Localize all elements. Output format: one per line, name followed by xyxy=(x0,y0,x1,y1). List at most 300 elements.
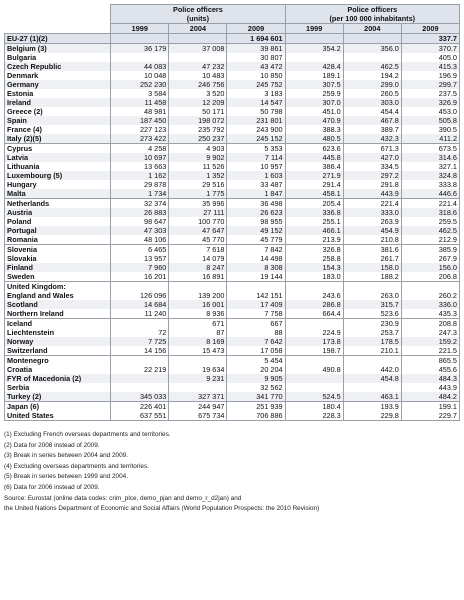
value-cell xyxy=(285,53,343,62)
police-officers-table xyxy=(4,4,460,421)
value-cell: 484.3 xyxy=(401,374,459,383)
value-cell xyxy=(343,53,401,62)
value-cell: 22 219 xyxy=(111,365,169,374)
value-cell: 235 792 xyxy=(169,125,227,134)
value-cell: 267.9 xyxy=(401,254,459,263)
row-label: EU-27 (1)(2) xyxy=(5,34,111,44)
value-cell: 291.4 xyxy=(285,180,343,189)
value-cell: 237.5 xyxy=(401,89,459,98)
value-cell: 261.7 xyxy=(343,254,401,263)
table-row xyxy=(5,226,460,235)
table-row xyxy=(5,291,460,300)
value-cell: 671.3 xyxy=(343,144,401,154)
table-row xyxy=(5,144,460,154)
table-row xyxy=(5,411,460,421)
value-cell: 193.9 xyxy=(343,402,401,412)
value-cell: 16 891 xyxy=(169,272,227,282)
table-row xyxy=(5,98,460,107)
value-cell: 3 183 xyxy=(227,89,285,98)
value-cell: 221.5 xyxy=(401,346,459,356)
row-label: England and Wales xyxy=(5,291,111,300)
value-cell: 307.5 xyxy=(285,80,343,89)
value-cell: 271.9 xyxy=(285,171,343,180)
value-cell: 36 179 xyxy=(111,44,169,54)
row-label: Germany xyxy=(5,80,111,89)
year-header: 2004 xyxy=(169,24,227,34)
row-label: Turkey (2) xyxy=(5,392,111,402)
value-cell: 39 861 xyxy=(227,44,285,54)
value-cell: 245 752 xyxy=(227,80,285,89)
table-row xyxy=(5,180,460,189)
footnote-line: (1) Excluding French overseas departments and territories. xyxy=(4,431,171,438)
row-label: Sweden xyxy=(5,272,111,282)
table-row xyxy=(5,199,460,209)
year-header: 1999 xyxy=(285,24,343,34)
value-cell: 1 734 xyxy=(111,189,169,199)
value-cell: 14 156 xyxy=(111,346,169,356)
value-cell: 11 458 xyxy=(111,98,169,107)
group-header-units: Police officers (units) xyxy=(111,5,285,24)
table-row xyxy=(5,235,460,245)
value-cell: 466.1 xyxy=(285,226,343,235)
value-cell: 273 422 xyxy=(111,134,169,144)
value-cell: 253.7 xyxy=(343,328,401,337)
value-cell: 10 957 xyxy=(227,162,285,171)
value-cell: 48 981 xyxy=(111,107,169,116)
value-cell: 14 498 xyxy=(227,254,285,263)
table-row xyxy=(5,217,460,226)
row-label: Norway xyxy=(5,337,111,346)
value-cell: 14 684 xyxy=(111,300,169,309)
table-row xyxy=(5,254,460,263)
value-cell: 263.0 xyxy=(343,291,401,300)
value-cell: 333.8 xyxy=(401,180,459,189)
row-label: Iceland xyxy=(5,319,111,329)
value-cell xyxy=(169,34,227,44)
value-cell: 7 842 xyxy=(227,245,285,255)
value-cell: 3 520 xyxy=(169,89,227,98)
value-cell: 228.3 xyxy=(285,411,343,421)
value-cell: 244 947 xyxy=(169,402,227,412)
value-cell: 1 847 xyxy=(227,189,285,199)
value-cell: 98 955 xyxy=(227,217,285,226)
value-cell: 451.0 xyxy=(285,107,343,116)
table-row xyxy=(5,328,460,337)
value-cell: 245 152 xyxy=(227,134,285,144)
value-cell: 139 200 xyxy=(169,291,227,300)
value-cell xyxy=(169,356,227,366)
value-cell: 43 472 xyxy=(227,62,285,71)
table-row xyxy=(5,162,460,171)
value-cell: 47 232 xyxy=(169,62,227,71)
value-cell: 36 498 xyxy=(227,199,285,209)
value-cell: 1 694 601 xyxy=(227,34,285,44)
value-cell: 467.8 xyxy=(343,116,401,125)
row-label: Malta xyxy=(5,189,111,199)
value-cell: 299.0 xyxy=(343,80,401,89)
row-label: Bulgaria xyxy=(5,53,111,62)
value-cell: 453.0 xyxy=(401,107,459,116)
table-row xyxy=(5,402,460,412)
value-cell: 11 526 xyxy=(169,162,227,171)
value-cell: 13 663 xyxy=(111,162,169,171)
value-cell: 411.2 xyxy=(401,134,459,144)
value-cell: 208.8 xyxy=(401,319,459,329)
footnote-line: the United Nations Department of Economic and Social Affairs (World Population Prospects: the 2010 Revision) xyxy=(4,505,320,513)
footnote-line: (4) Excluding overseas departments and territories. xyxy=(4,462,149,470)
value-cell: 7 642 xyxy=(227,337,285,346)
footnote-line: Source: Eurostat (online data codes: crim_plce, demo_pjan and demo_r_d2jan) and xyxy=(4,494,242,502)
value-cell: 664.4 xyxy=(285,309,343,319)
value-cell: 327.1 xyxy=(401,162,459,171)
value-cell: 14 547 xyxy=(227,98,285,107)
value-cell: 187 450 xyxy=(111,116,169,125)
value-cell: 7 618 xyxy=(169,245,227,255)
value-cell: 221.4 xyxy=(401,199,459,209)
row-label: Lithuania xyxy=(5,162,111,171)
row-label: Poland xyxy=(5,217,111,226)
value-cell xyxy=(111,53,169,62)
table-row xyxy=(5,134,460,144)
value-cell xyxy=(343,282,401,292)
value-cell: 432.3 xyxy=(343,134,401,144)
row-label: France (4) xyxy=(5,125,111,134)
value-cell: 8 308 xyxy=(227,263,285,272)
value-cell: 386.4 xyxy=(285,162,343,171)
value-cell: 250 237 xyxy=(169,134,227,144)
value-cell: 443.9 xyxy=(343,189,401,199)
year-header: 2004 xyxy=(343,24,401,34)
table-row xyxy=(5,300,460,309)
value-cell: 454.8 xyxy=(343,374,401,383)
value-cell: 263.9 xyxy=(343,217,401,226)
value-cell: 505.8 xyxy=(401,116,459,125)
value-cell: 1 775 xyxy=(169,189,227,199)
value-cell: 675 734 xyxy=(169,411,227,421)
value-cell xyxy=(111,383,169,392)
table-row xyxy=(5,245,460,255)
value-cell: 7 725 xyxy=(111,337,169,346)
value-cell: 20 204 xyxy=(227,365,285,374)
value-cell: 37 008 xyxy=(169,44,227,54)
row-label: United States xyxy=(5,411,111,421)
year-header: 2009 xyxy=(401,24,459,34)
value-cell: 303.0 xyxy=(343,98,401,107)
value-cell: 415.3 xyxy=(401,62,459,71)
value-cell: 667 xyxy=(227,319,285,329)
document xyxy=(4,4,460,515)
value-cell: 87 xyxy=(169,328,227,337)
row-label: Portugal xyxy=(5,226,111,235)
value-cell: 32 562 xyxy=(227,383,285,392)
value-cell: 523.6 xyxy=(343,309,401,319)
row-label: Ireland xyxy=(5,98,111,107)
value-cell: 243.6 xyxy=(285,291,343,300)
value-cell: 48 106 xyxy=(111,235,169,245)
value-cell: 188.2 xyxy=(343,272,401,282)
value-cell: 178.5 xyxy=(343,337,401,346)
value-cell: 44 083 xyxy=(111,62,169,71)
value-cell: 462.5 xyxy=(343,62,401,71)
row-label: Northern Ireland xyxy=(5,309,111,319)
value-cell: 336.0 xyxy=(401,300,459,309)
value-cell: 673.5 xyxy=(401,144,459,154)
value-cell: 243 900 xyxy=(227,125,285,134)
table-row xyxy=(5,263,460,272)
row-label: Slovakia xyxy=(5,254,111,263)
value-cell: 484.2 xyxy=(401,392,459,402)
row-label: Estonia xyxy=(5,89,111,98)
table-row xyxy=(5,53,460,62)
value-cell: 8 936 xyxy=(169,309,227,319)
value-cell: 370.7 xyxy=(401,44,459,54)
table-row xyxy=(5,125,460,134)
row-label: Scotland xyxy=(5,300,111,309)
value-cell: 314.6 xyxy=(401,153,459,162)
row-label: Croatia xyxy=(5,365,111,374)
value-cell: 9 231 xyxy=(169,374,227,383)
value-cell: 1 352 xyxy=(169,171,227,180)
value-cell: 463.1 xyxy=(343,392,401,402)
row-label: Italy (2)(5) xyxy=(5,134,111,144)
value-cell: 10 483 xyxy=(169,71,227,80)
value-cell: 198 072 xyxy=(169,116,227,125)
value-cell: 158.0 xyxy=(343,263,401,272)
value-cell: 637 551 xyxy=(111,411,169,421)
value-cell: 3 584 xyxy=(111,89,169,98)
value-cell: 389.7 xyxy=(343,125,401,134)
value-cell: 32 374 xyxy=(111,199,169,209)
value-cell: 326.9 xyxy=(401,98,459,107)
table-body xyxy=(5,34,460,421)
value-cell: 334.5 xyxy=(343,162,401,171)
value-cell: 385.9 xyxy=(401,245,459,255)
footnotes xyxy=(4,430,460,515)
value-cell: 6 465 xyxy=(111,245,169,255)
row-label: Denmark xyxy=(5,71,111,80)
value-cell: 196.9 xyxy=(401,71,459,80)
value-cell xyxy=(285,319,343,329)
row-label: Hungary xyxy=(5,180,111,189)
value-cell: 229.7 xyxy=(401,411,459,421)
value-cell: 88 xyxy=(227,328,285,337)
value-cell xyxy=(343,34,401,44)
value-cell: 299.7 xyxy=(401,80,459,89)
value-cell: 231 801 xyxy=(227,116,285,125)
value-cell: 381.6 xyxy=(343,245,401,255)
value-cell: 260.2 xyxy=(401,291,459,300)
value-cell: 229.8 xyxy=(343,411,401,421)
value-cell xyxy=(285,383,343,392)
row-label: Netherlands xyxy=(5,199,111,209)
value-cell: 9 905 xyxy=(227,374,285,383)
value-cell: 8 247 xyxy=(169,263,227,272)
value-cell: 212.9 xyxy=(401,235,459,245)
row-label: Cyprus xyxy=(5,144,111,154)
value-cell: 13 957 xyxy=(111,254,169,263)
value-cell: 50 171 xyxy=(169,107,227,116)
row-label: Czech Republic xyxy=(5,62,111,71)
value-cell: 324.8 xyxy=(401,171,459,180)
value-cell: 390.5 xyxy=(401,125,459,134)
value-cell: 26 623 xyxy=(227,208,285,217)
value-cell: 183.0 xyxy=(285,272,343,282)
value-cell: 227 123 xyxy=(111,125,169,134)
value-cell: 142 151 xyxy=(227,291,285,300)
table-row xyxy=(5,337,460,346)
value-cell: 205.4 xyxy=(285,199,343,209)
value-cell xyxy=(111,34,169,44)
value-cell: 427.0 xyxy=(343,153,401,162)
value-cell: 356.0 xyxy=(343,44,401,54)
row-label: Greece (2) xyxy=(5,107,111,116)
value-cell: 246 756 xyxy=(169,80,227,89)
value-cell: 30 807 xyxy=(227,53,285,62)
value-cell: 428.4 xyxy=(285,62,343,71)
value-cell xyxy=(285,282,343,292)
value-cell: 5 454 xyxy=(227,356,285,366)
value-cell: 14 079 xyxy=(169,254,227,263)
table-row xyxy=(5,392,460,402)
value-cell: 4 903 xyxy=(169,144,227,154)
table-row xyxy=(5,116,460,125)
group-header-row xyxy=(5,5,460,24)
value-cell: 326.8 xyxy=(285,245,343,255)
row-label: Spain xyxy=(5,116,111,125)
value-cell: 12 209 xyxy=(169,98,227,107)
value-cell: 26 883 xyxy=(111,208,169,217)
value-cell: 490.8 xyxy=(285,365,343,374)
value-cell: 291.8 xyxy=(343,180,401,189)
value-cell: 210.1 xyxy=(343,346,401,356)
table-row xyxy=(5,44,460,54)
value-cell xyxy=(111,356,169,366)
value-cell: 255.1 xyxy=(285,217,343,226)
value-cell: 470.9 xyxy=(285,116,343,125)
footnote-line: (6) Data for 2006 instead of 2009. xyxy=(4,483,100,491)
footnote-line: (3) Break in series between 2004 and 2009. xyxy=(4,452,128,460)
row-label: Montenegro xyxy=(5,356,111,366)
value-cell: 19 634 xyxy=(169,365,227,374)
value-cell: 98 647 xyxy=(111,217,169,226)
value-cell: 17 409 xyxy=(227,300,285,309)
value-cell: 213.9 xyxy=(285,235,343,245)
value-cell: 443.9 xyxy=(401,383,459,392)
value-cell: 252 230 xyxy=(111,80,169,89)
value-cell: 455.6 xyxy=(401,365,459,374)
value-cell: 180.4 xyxy=(285,402,343,412)
value-cell: 259.5 xyxy=(401,217,459,226)
value-cell: 454.9 xyxy=(343,226,401,235)
value-cell: 29 878 xyxy=(111,180,169,189)
value-cell: 480.5 xyxy=(285,134,343,144)
value-cell: 17 058 xyxy=(227,346,285,356)
value-cell: 10 697 xyxy=(111,153,169,162)
table-row xyxy=(5,107,460,116)
value-cell: 623.6 xyxy=(285,144,343,154)
row-label: Switzerland xyxy=(5,346,111,356)
value-cell: 286.8 xyxy=(285,300,343,309)
value-cell xyxy=(169,53,227,62)
value-cell: 337.7 xyxy=(401,34,459,44)
year-header: 1999 xyxy=(111,24,169,34)
row-label: United Kingdom: xyxy=(5,282,111,292)
value-cell xyxy=(111,282,169,292)
row-label: Finland xyxy=(5,263,111,272)
table-row xyxy=(5,153,460,162)
value-cell: 230.9 xyxy=(343,319,401,329)
table-row xyxy=(5,34,460,44)
row-label: Japan (6) xyxy=(5,402,111,412)
value-cell: 226 401 xyxy=(111,402,169,412)
table-row xyxy=(5,171,460,180)
value-cell: 27 111 xyxy=(169,208,227,217)
table-row xyxy=(5,189,460,199)
value-cell: 1 603 xyxy=(227,171,285,180)
value-cell xyxy=(343,356,401,366)
value-cell: 297.2 xyxy=(343,171,401,180)
value-cell: 8 169 xyxy=(169,337,227,346)
table-row xyxy=(5,374,460,383)
value-cell: 45 770 xyxy=(169,235,227,245)
value-cell: 173.8 xyxy=(285,337,343,346)
value-cell: 405.0 xyxy=(401,53,459,62)
value-cell: 865.5 xyxy=(401,356,459,366)
value-cell: 454.4 xyxy=(343,107,401,116)
table-row xyxy=(5,346,460,356)
value-cell: 258.8 xyxy=(285,254,343,263)
value-cell: 50 798 xyxy=(227,107,285,116)
row-label: Serbia xyxy=(5,383,111,392)
value-cell xyxy=(401,282,459,292)
value-cell: 221.4 xyxy=(343,199,401,209)
value-cell: 210.8 xyxy=(343,235,401,245)
table-row xyxy=(5,319,460,329)
value-cell: 156.0 xyxy=(401,263,459,272)
value-cell: 435.3 xyxy=(401,309,459,319)
value-cell: 462.5 xyxy=(401,226,459,235)
value-cell: 247.3 xyxy=(401,328,459,337)
value-cell: 7 114 xyxy=(227,153,285,162)
footnote-line: (2) Data for 2008 instead of 2009. xyxy=(4,441,100,449)
value-cell: 33 487 xyxy=(227,180,285,189)
value-cell xyxy=(343,383,401,392)
value-cell xyxy=(285,374,343,383)
value-cell: 524.5 xyxy=(285,392,343,402)
table-row xyxy=(5,272,460,282)
value-cell: 224.9 xyxy=(285,328,343,337)
value-cell: 4 258 xyxy=(111,144,169,154)
value-cell: 159.2 xyxy=(401,337,459,346)
corner-cell xyxy=(5,5,111,34)
value-cell: 336.8 xyxy=(285,208,343,217)
value-cell: 259.9 xyxy=(285,89,343,98)
value-cell: 154.3 xyxy=(285,263,343,272)
row-label: Austria xyxy=(5,208,111,217)
value-cell: 315.7 xyxy=(343,300,401,309)
value-cell: 45 779 xyxy=(227,235,285,245)
value-cell: 11 240 xyxy=(111,309,169,319)
group-header-per-100000: Police officers (per 100 000 inhabitants) xyxy=(285,5,459,24)
value-cell: 9 902 xyxy=(169,153,227,162)
value-cell: 16 201 xyxy=(111,272,169,282)
table-row xyxy=(5,80,460,89)
value-cell xyxy=(169,282,227,292)
value-cell: 47 647 xyxy=(169,226,227,235)
value-cell: 100 770 xyxy=(169,217,227,226)
value-cell: 10 850 xyxy=(227,71,285,80)
value-cell: 189.1 xyxy=(285,71,343,80)
